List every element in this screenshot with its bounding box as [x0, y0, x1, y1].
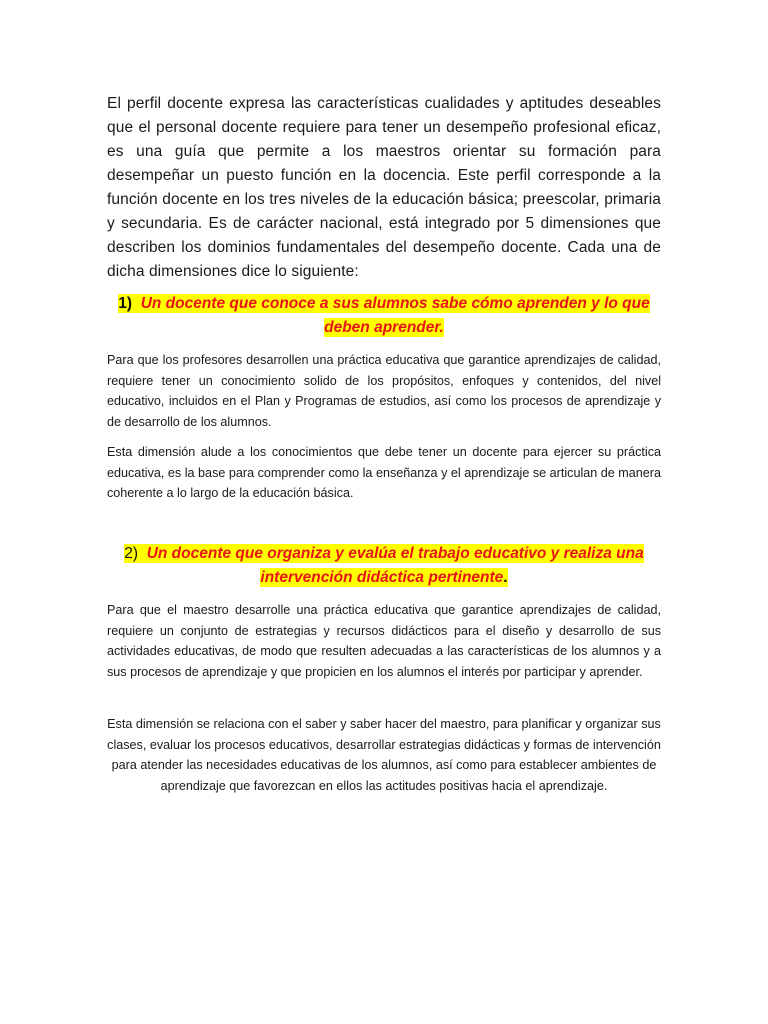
dimension-1-highlight	[118, 294, 649, 337]
dimension-2-paragraph-2: Esta dimensión se relaciona con el saber y saber hacer del maestro, para planificar y organizar sus clases, evaluar los procesos educativos, desarrollar estrategias didácticas y formas de intervención para atender las necesidades educativas de los alumnos, así como para establecer ambientes de aprendizaje que favorezcan en ellos las actitudes positivas hacia el aprendizaje.	[107, 717, 661, 794]
dimension-1-title: Un docente que conoce a sus alumnos sabe cómo aprenden y lo que deben aprender.	[140, 295, 650, 336]
dimension-2-number: 2)	[124, 545, 139, 562]
dimension-1-paragraph-1: Para que los profesores desarrollen una práctica educativa que garantice aprendizajes de calidad, requiere tener un conocimiento solido de los propósitos, enfoques y contenidos, del nivel educativo, incluidos en el Plan y Programas de estudios, así como los procesos de aprendizaje y de desarrollo de los alumnos.	[107, 353, 661, 430]
dimension-2-title-period: .	[503, 569, 508, 586]
dimension-1-heading	[107, 292, 661, 340]
dimension-2-heading	[107, 542, 661, 590]
dimension-1-number: 1)	[118, 295, 133, 312]
intro-paragraph: El perfil docente expresa las características cualidades y aptitudes deseables que el personal docente requiere para tener un desempeño profesional eficaz, es una guía que permite a los maestros orientar su formación para desempeñar un puesto función en la docencia. Este perfil corresponde a la función docente en los tres niveles de la educación básica; preescolar, primaria y secundaria. Es de carácter nacional, está integrado por 5 dimensiones que describen los dominios fundamentales del desempeño docente. Cada una de dicha dimensiones dice lo siguiente:	[107, 95, 661, 280]
dimension-2-paragraph-1: Para que el maestro desarrolle una práctica educativa que garantice aprendizajes de calidad, requiere un conjunto de estrategias y recursos didácticos para el diseño y desarrollo de sus actividades educativas, de modo que resulten adecuadas a las características de los alumnos y a sus procesos de aprendizaje y que propicien en los alumnos el interés por participar y aprender.	[107, 603, 661, 680]
dimension-2-highlight	[124, 544, 643, 587]
dimension-2-title: Un docente que organiza y evalúa el trabajo educativo y realiza una intervención didáctica pertinente	[146, 545, 644, 586]
dimension-1-paragraph-2: Esta dimensión alude a los conocimientos que debe tener un docente para ejercer su práctica educativa, es la base para comprender como la enseñanza y el aprendizaje se articulan de manera coherente a lo largo de la educación básica.	[107, 445, 661, 501]
